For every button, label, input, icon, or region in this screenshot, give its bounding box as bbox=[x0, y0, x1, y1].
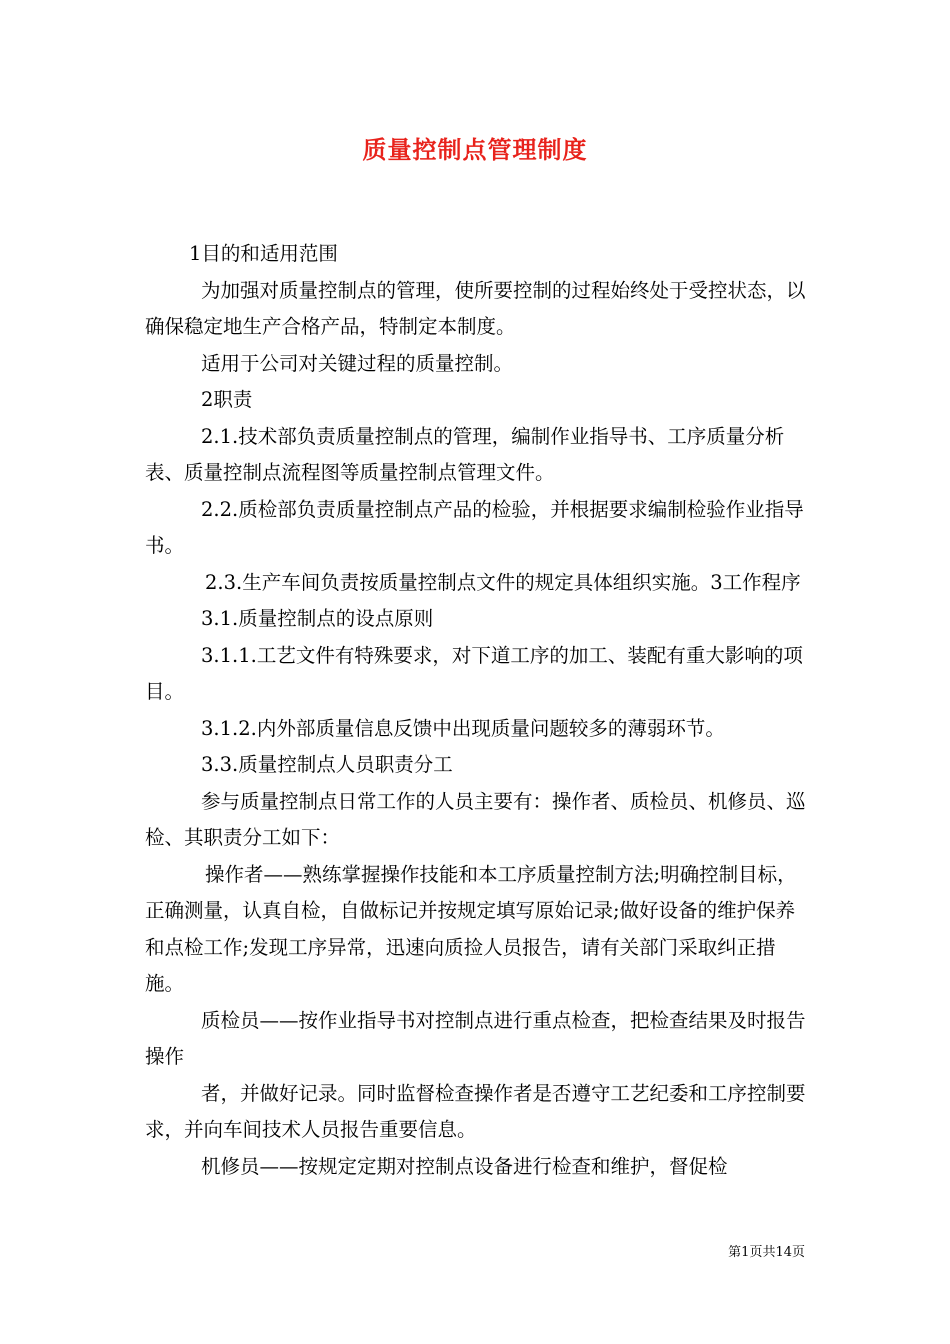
page-number: 第1页共14页 bbox=[728, 1245, 805, 1260]
paragraph-2-3: 2.3.生产车间负责按质量控制点文件的规定具体组织实施。3工作程序 bbox=[205, 570, 801, 594]
paragraph-inspector-cont: 者，并做好记录。同时监督检查操作者是否遵守工艺纪委和工序控制要求，并向车间技术人员报告重要信息。 bbox=[145, 1081, 806, 1141]
paragraph-2-2: 2.2.质检部负责质量控制点产品的检验，并根据要求编制检验作业指导书。 bbox=[145, 497, 804, 557]
paragraph-scope: 适用于公司对关键过程的质量控制。 bbox=[201, 351, 514, 375]
document-body bbox=[145, 236, 810, 1185]
paragraph-operator: 操作者——熟练掌握操作技能和本工序质量控制方法;明确控制目标，正确测量，认真自检，自做标记并按规定填写原始记录;做好设备的维护保养和点检工作;发现工序异常，迅速向质捡人员报告，请有关部门采取纠正措施。 bbox=[145, 862, 797, 995]
section-heading-3-3: 3.3.质量控制点人员职责分工 bbox=[201, 753, 453, 776]
paragraph-staff: 参与质量控制点日常工作的人员主要有：操作者、质检员、机修员、巡检、其职责分工如下： bbox=[145, 789, 806, 849]
section-heading-1: 1目的和适用范围 bbox=[189, 242, 338, 265]
paragraph-3-1-1: 3.1.1.工艺文件有特殊要求，对下道工序的加工、装配有重大影响的项目。 bbox=[145, 643, 803, 703]
document-title: 质量控制点管理制度 bbox=[362, 135, 588, 164]
section-heading-3-1: 3.1.质量控制点的设点原则 bbox=[201, 607, 434, 630]
paragraph-2-1: 2.1.技术部负责质量控制点的管理，编制作业指导书、工序质量分析表、质量控制点流程图等质量控制点管理文件。 bbox=[145, 424, 785, 484]
paragraph-3-1-2: 3.1.2.内外部质量信息反馈中出现质量问题较多的薄弱环节。 bbox=[201, 716, 725, 740]
paragraph-purpose: 为加强对质量控制点的管理，使所要控制的过程始终处于受控状态，以确保稳定地生产合格产品，特制定本制度。 bbox=[145, 278, 806, 338]
paragraph-mechanic: 机修员——按规定定期对控制点设备进行检查和维护，督促检 bbox=[201, 1154, 728, 1178]
section-heading-2: 2职责 bbox=[201, 388, 253, 411]
paragraph-inspector: 质检员——按作业指导书对控制点进行重点检查，把检查结果及时报告操作 bbox=[145, 1008, 806, 1068]
